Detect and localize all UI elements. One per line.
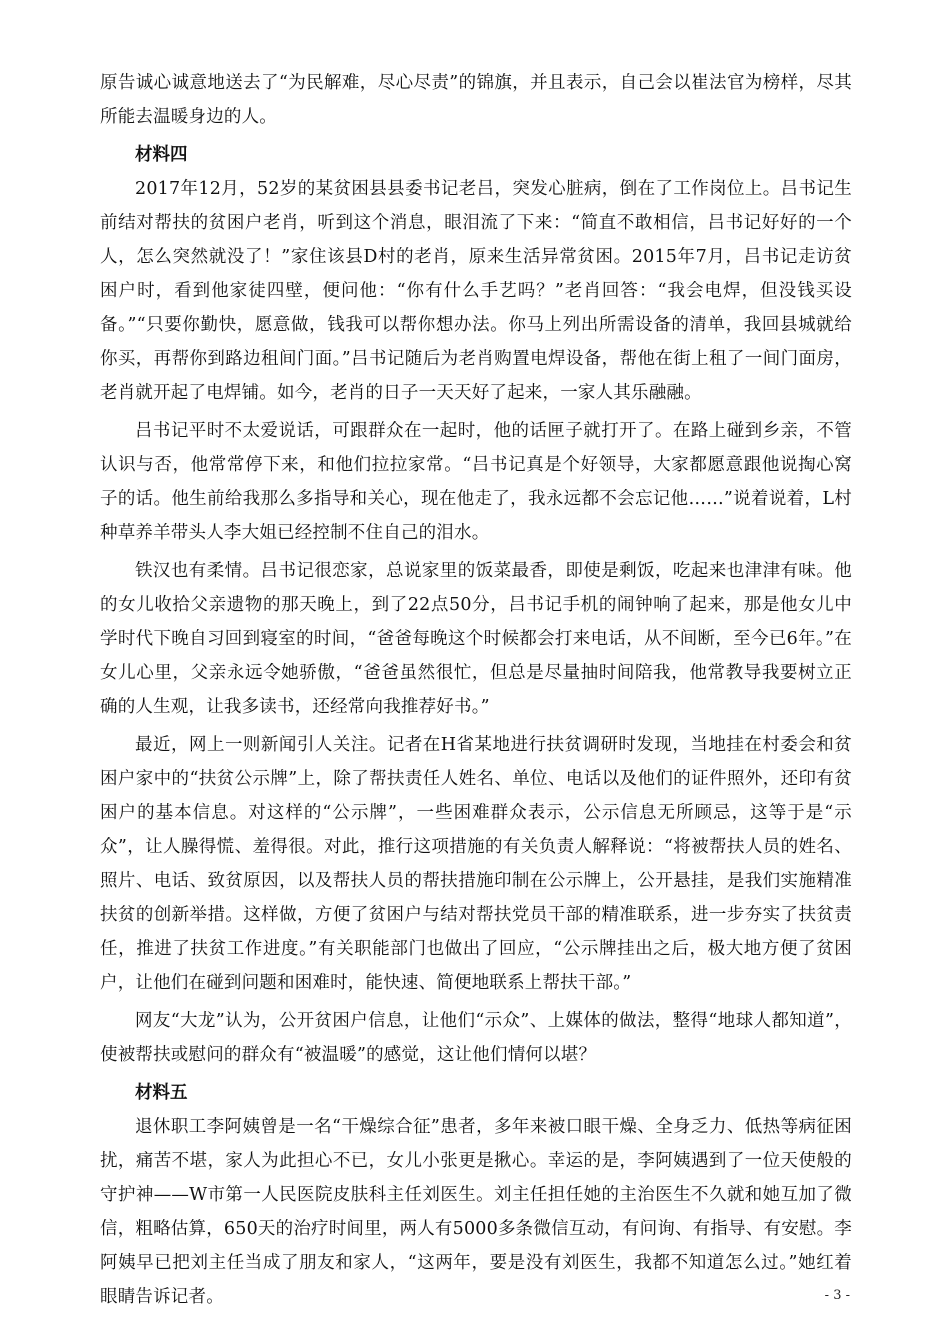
- paragraph: 吕书记平时不太爱说话，可跟群众在一起时，他的话匣子就打开了。在路上碰到乡亲，不管认识与否，他常常停下来，和他们拉拉家常。“吕书记真是个好领导，大家都愿意跟他说掏心窝子的话。他生前给我那么多指导和关心，现在他走了，我永远都不会忘记他……”说着说着，L村种草养羊带头人李大姐已经控制不住自己的泪水。: [100, 421, 852, 543]
- section-heading-material-5: 材料五: [135, 1083, 188, 1103]
- paragraph: 网友“大龙”认为，公开贫困户信息，让他们“示众”、上媒体的做法，整得“地球人都知道”，使被帮扶或慰问的群众有“被温暖”的感觉，这让他们情何以堪？: [100, 1011, 852, 1065]
- paragraph: 退休职工李阿姨曾是一名“干燥综合征”患者，多年来被口眼干燥、全身乏力、低热等病征困扰，痛苦不堪，家人为此担心不已，女儿小张更是揪心。幸运的是，李阿姨遇到了一位天使般的守护神——W市第一人民医院皮肤科主任刘医生。刘主任担任她的主治医生不久就和她互加了微信，粗略估算，650天的治疗时间里，两人有5000多条微信互动，有问询、有指导、有安慰。李阿姨早已把刘主任当成了朋友和家人，“这两年，要是没有刘医生，我都不知道怎么过。”她红着眼睛告诉记者。: [100, 1117, 852, 1307]
- paragraph-continuation: 原告诚心诚意地送去了“为民解难，尽心尽责”的锦旗，并且表示，自己会以崔法官为榜样，尽其所能去温暖身边的人。: [100, 73, 852, 127]
- paragraph: 铁汉也有柔情。吕书记很恋家，总说家里的饭菜最香，即使是剩饭，吃起来也津津有味。他的女儿收拾父亲遗物的那天晚上，到了22点50分，吕书记手机的闹钟响了起来，那是他女儿中学时代下晚自习回到寝室的时间，“爸爸每晚这个时候都会打来电话，从不间断，至今已6年。”在女儿心里，父亲永远令她骄傲，“爸爸虽然很忙，但总是尽量抽时间陪我，他常教导我要树立正确的人生观，让我多读书，还经常向我推荐好书。”: [100, 561, 852, 717]
- paragraph: 2017年12月，52岁的某贫困县县委书记老吕，突发心脏病，倒在了工作岗位上。吕书记生前结对帮扶的贫困户老肖，听到这个消息，眼泪流了下来：“简直不敢相信，吕书记好好的一个人，怎么突然就没了！”家住该县D村的老肖，原来生活异常贫困。2015年7月，吕书记走访贫困户时，看到他家徒四壁，便问他：“你有什么手艺吗？”老肖回答：“我会电焊，但没钱买设备。”“只要你勤快，愿意做，钱我可以帮你想办法。你马上列出所需设备的清单，我回县城就给你买，再帮你到路边租间门面。”吕书记随后为老肖购置电焊设备，帮他在街上租了一间门面房，老肖就开起了电焊铺。如今，老肖的日子一天天好了起来，一家人其乐融融。: [100, 179, 852, 403]
- section-heading-material-4: 材料四: [135, 145, 188, 165]
- paragraph: 最近，网上一则新闻引人关注。记者在H省某地进行扶贫调研时发现，当地挂在村委会和贫困户家中的“扶贫公示牌”上，除了帮扶责任人姓名、单位、电话以及他们的证件照外，还印有贫困户的基本信息。对这样的“公示牌”，一些困难群众表示，公示信息无所顾忌，这等于是“示众”，让人臊得慌、羞得很。对此，推行这项措施的有关负责人解释说：“将被帮扶人员的姓名、照片、电话、致贫原因，以及帮扶人员的帮扶措施印制在公示牌上，公开悬挂，是我们实施精准扶贫的创新举措。这样做，方便了贫困户与结对帮扶党员干部的精准联系，进一步夯实了扶贫责任，推进了扶贫工作进度。”有关职能部门也做出了回应，“公示牌挂出之后，极大地方便了贫困户，让他们在碰到问题和困难时，能快速、简便地联系上帮扶干部。”: [100, 735, 852, 993]
- document-body: [100, 66, 852, 1314]
- page-number: - 3 -: [824, 1288, 850, 1303]
